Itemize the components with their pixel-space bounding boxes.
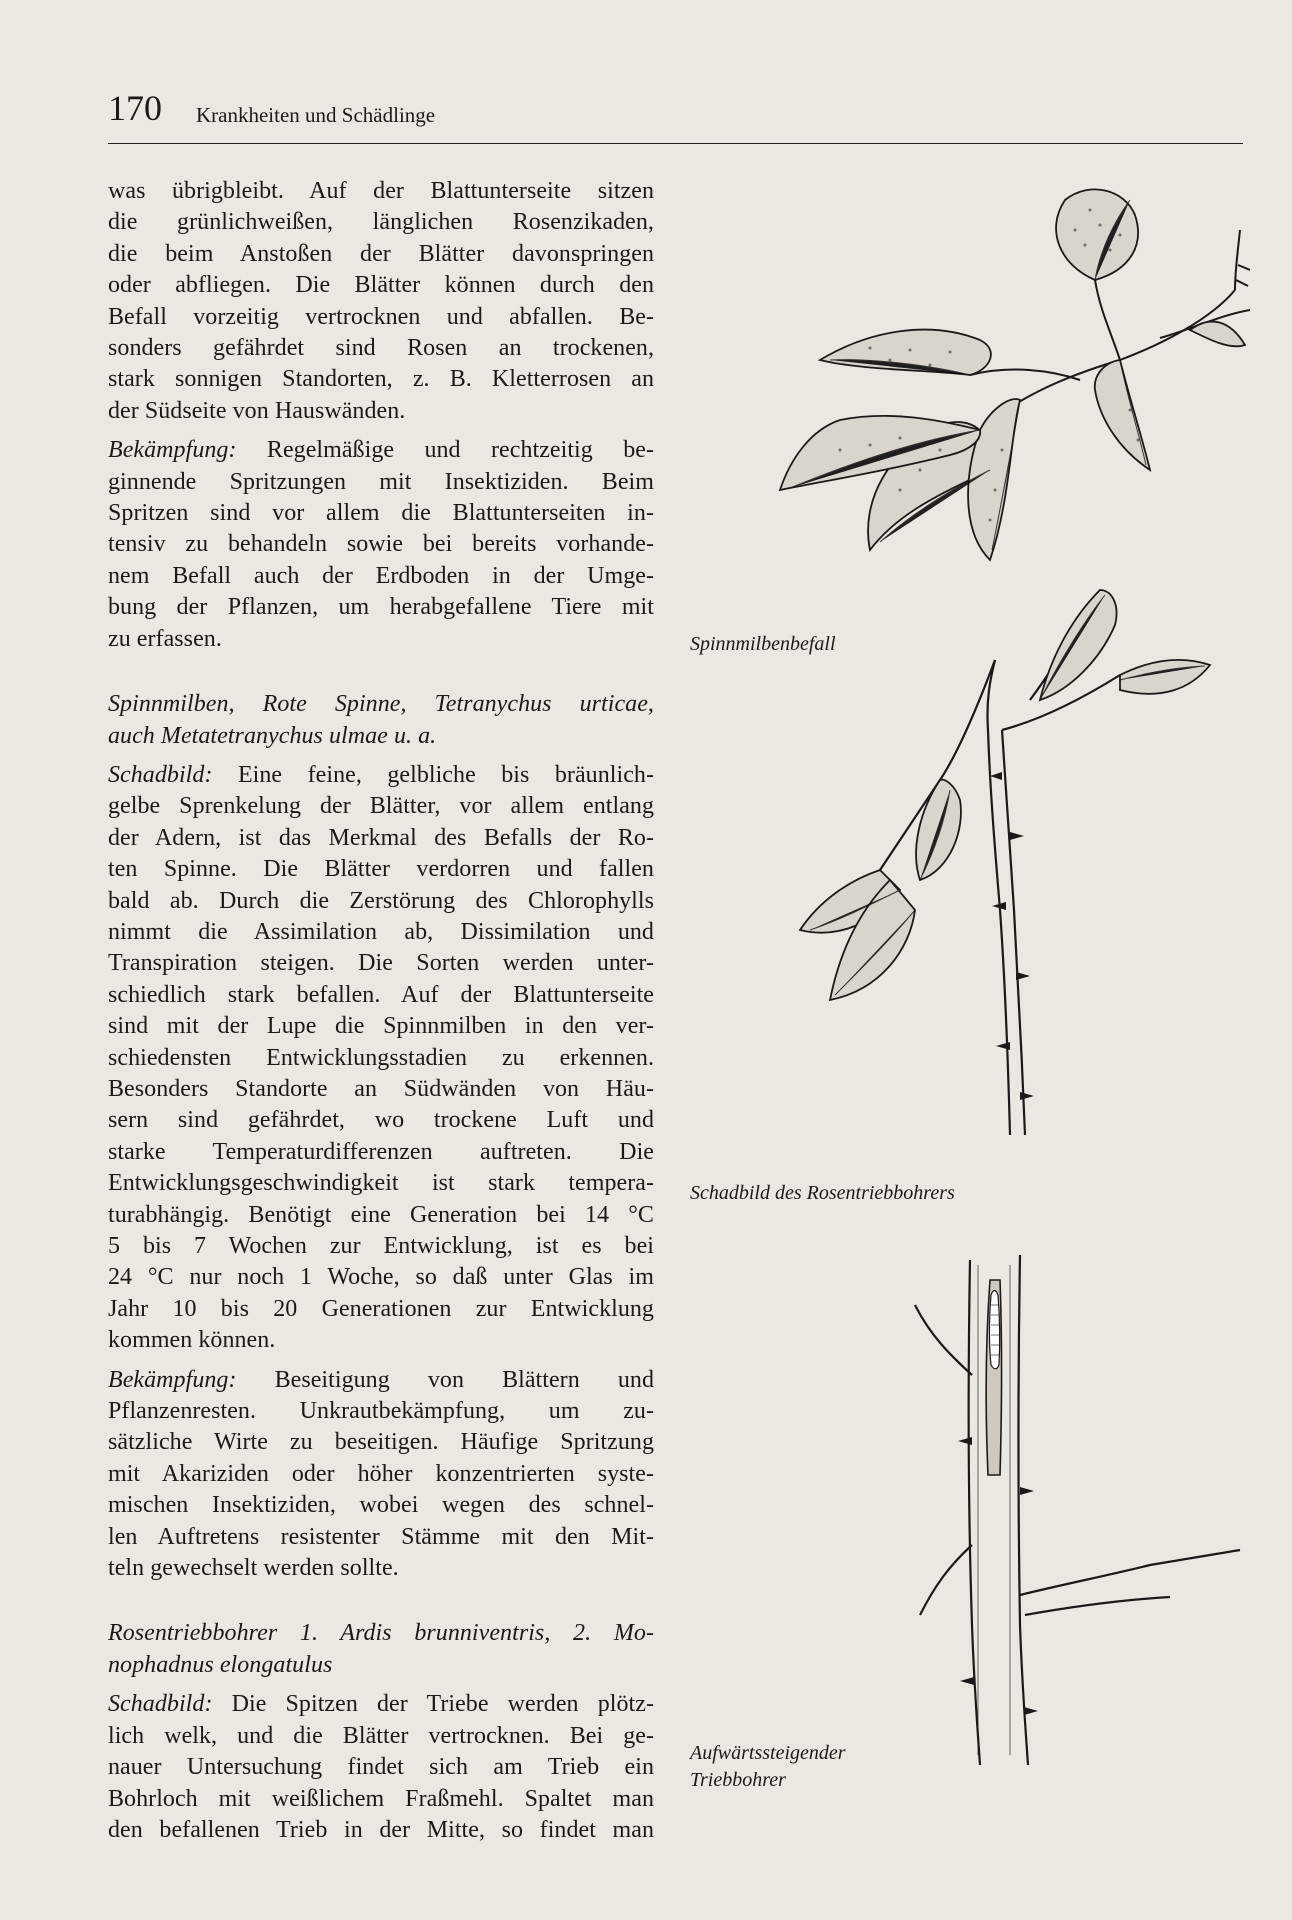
text-line: sern sind gefährdet, wo trockene Luft und — [108, 1107, 654, 1134]
text-line: den befallenen Trieb in der Mitte, so findet man — [108, 1816, 654, 1843]
text-column — [108, 176, 654, 1846]
text-line: sind mit der Lupe die Spinnmilben in den ver- — [108, 1013, 654, 1040]
text-line: teln gewechselt werden sollte. — [108, 1555, 399, 1582]
damage-label: Schadbild: — [108, 761, 213, 788]
text-line: Besonders Standorte an Südwänden von Häu- — [108, 1075, 654, 1102]
control-label: Bekämpfung: — [108, 437, 237, 464]
text-line: starke Temperaturdifferenzen auftreten. Die — [108, 1138, 654, 1165]
figure-caption: Spinnmilbenbefall — [690, 633, 836, 655]
text-line: die beim Anstoßen der Blätter davonspringen — [108, 240, 654, 267]
text-line: 5 bis 7 Wochen zur Entwicklung, ist es bei — [108, 1233, 654, 1259]
text-line: kommen können. — [108, 1327, 276, 1354]
text-line: was übrigbleibt. Auf der Blattunterseite sitzen — [108, 178, 654, 204]
text-line: der Adern, ist das Merkmal des Befalls der Ro- — [108, 824, 654, 851]
text-line: Befall vorzeitig vertrocknen und abfallen. Be- — [108, 303, 654, 330]
text-line: tensiv zu behandeln sowie bei bereits vorhande- — [108, 531, 654, 558]
text-line: die grünlichweißen, länglichen Rosenzikaden, — [108, 209, 654, 236]
text-line: ginnende Spritzungen mit Insektiziden. Beim — [108, 468, 654, 495]
figure-caption: Schadbild des Rosentriebbohrers — [690, 1182, 955, 1204]
rosentriebbohrer-schadbild-illustration — [740, 580, 1220, 1160]
text-line: Bohrloch mit weißlichem Fraßmehl. Spaltet man — [108, 1785, 654, 1812]
text-line: schiedlich stark befallen. Auf der Blattunterseite — [108, 981, 654, 1008]
text-line: turabhängig. Benötigt eine Generation bei 14 °C — [108, 1201, 654, 1228]
text-fragment: Beseitigung von Blättern und — [236, 1366, 654, 1393]
text-line: sätzliche Wirte zu beseitigen. Häufige Spritzung — [108, 1429, 654, 1456]
page-number: 170 — [108, 88, 162, 128]
triebbohrer-illustration — [850, 1245, 1250, 1775]
spinnmilben-heading — [108, 689, 654, 752]
text-line: bald ab. Durch die Zerstörung des Chlorophylls — [108, 887, 654, 914]
page-header — [108, 86, 1243, 146]
rosenzikade-control-paragraph — [108, 435, 654, 655]
rosentriebbohrer-damage-paragraph — [108, 1689, 654, 1846]
text-line — [108, 1689, 654, 1720]
heading-line: nophadnus elongatulus — [108, 1651, 333, 1678]
text-fragment: Die Spitzen der Triebe werden plötz- — [212, 1691, 654, 1718]
intro-paragraph — [108, 176, 654, 427]
text-line: 24 °C nur noch 1 Woche, so daß unter Glas im — [108, 1264, 654, 1291]
text-line: stark sonnigen Standorten, z. B. Kletterrosen an — [108, 366, 654, 393]
spinnmilben-damage-paragraph — [108, 760, 654, 1357]
caption-line: Triebbohrer — [690, 1769, 786, 1791]
running-head: Krankheiten und Schädlinge — [196, 103, 436, 127]
text-line: gelbe Sprenkelung der Blätter, vor allem entlang — [108, 793, 654, 820]
text-line: Transpiration steigen. Die Sorten werden unter- — [108, 950, 654, 977]
text-line: ten Spinne. Die Blätter verdorren und fallen — [108, 856, 654, 883]
text-line — [108, 760, 654, 791]
text-line: len Auftretens resistenter Stämme mit den Mit- — [108, 1523, 654, 1550]
heading-line: Spinnmilben, Rote Spinne, Tetranychus urticae, — [108, 691, 654, 718]
text-line: bung der Pflanzen, um herabgefallene Tiere mit — [108, 594, 654, 621]
text-line: lich welk, und die Blätter vertrocknen. Bei ge- — [108, 1722, 654, 1749]
text-line: mischen Insektiziden, wobei wegen des schnel- — [108, 1492, 654, 1519]
spinnmilbenbefall-illustration — [690, 170, 1250, 570]
text-line: mit Akariziden oder höher konzentrierten syste- — [108, 1460, 654, 1487]
text-line: nem Befall auch der Erdboden in der Umge- — [108, 562, 654, 589]
text-line: der Südseite von Hauswänden. — [108, 397, 406, 424]
text-line: zu erfassen. — [108, 625, 222, 652]
control-label: Bekämpfung: — [108, 1366, 237, 1393]
text-fragment: Regelmäßige und rechtzeitig be- — [236, 437, 654, 464]
text-fragment: Eine feine, gelbliche bis bräunlich- — [212, 761, 654, 788]
text-line: oder abfliegen. Die Blätter können durch den — [108, 272, 654, 299]
text-line: nauer Untersuchung findet sich am Trieb ein — [108, 1754, 654, 1781]
text-line: nimmt die Assimilation ab, Dissimilation und — [108, 918, 654, 945]
text-line: schiedensten Entwicklungsstadien zu erkennen. — [108, 1044, 654, 1071]
spinnmilben-control-paragraph — [108, 1365, 654, 1585]
text-line: Pflanzenresten. Unkrautbekämpfung, um zu- — [108, 1398, 654, 1425]
text-line — [108, 435, 654, 466]
text-line: Entwicklungsgeschwindigkeit ist stark tempera- — [108, 1170, 654, 1197]
text-line: sonders gefährdet sind Rosen an trockenen, — [108, 335, 654, 362]
text-line: Jahr 10 bis 20 Generationen zur Entwicklung — [108, 1295, 654, 1322]
text-line — [108, 1365, 654, 1396]
text-line: Spritzen sind vor allem die Blattunterseiten in- — [108, 500, 654, 527]
heading-line: Rosentriebbohrer 1. Ardis brunniventris, 2. Mo- — [108, 1620, 654, 1647]
rosentriebbohrer-heading — [108, 1618, 654, 1681]
figure-caption — [690, 1740, 846, 1794]
heading-line: auch Metatetranychus ulmae u. a. — [108, 722, 437, 749]
caption-line: Aufwärtssteigender — [690, 1742, 846, 1764]
damage-label: Schadbild: — [108, 1691, 213, 1718]
header-rule — [108, 143, 1243, 144]
